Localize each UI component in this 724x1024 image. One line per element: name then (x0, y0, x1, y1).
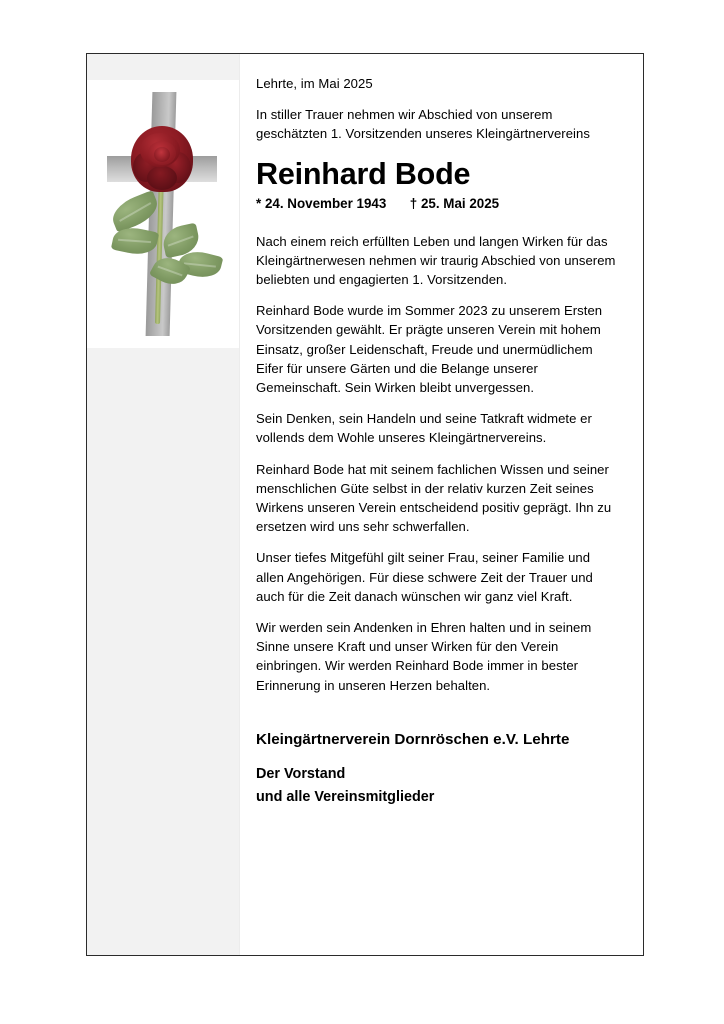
life-dates (256, 194, 621, 213)
spacer (256, 397, 621, 409)
club-name: Kleingärtnerverein Dornröschen e.V. Lehrte (256, 730, 570, 748)
intro-line-2: geschätzten 1. Vorsitzenden unseres Kleingärtnervereins (256, 126, 590, 142)
birth-date: 24. November 1943 (264, 195, 387, 211)
members-label: und alle Vereinsmitglieder (256, 788, 435, 805)
birth-symbol: * (256, 195, 262, 211)
illustration-column (87, 54, 240, 955)
deceased-name: Reinhard Bode (256, 156, 471, 191)
spacer (256, 448, 621, 460)
notice-paragraph: Nach einem reich erfüllten Leben und langen Wirken für das Kleingärtnerwesen nehmen wir traurig Abschied von unserem beliebten und engagierten 1. Vorsitzenden. (256, 233, 616, 288)
rose-petal (147, 166, 177, 190)
notice-paragraph: Sein Denken, sein Handeln und seine Tatkraft widmete er vollends dem Wohle unseres Kleingärtnervereins. (256, 411, 592, 446)
spacer (256, 606, 621, 618)
notice-paragraph: Wir werden sein Andenken in Ehren halten und in seinem Sinne unsere Kraft und unser Wirken für den Verein einbringen. Wir werden Reinhard Bode immer in bester Erinnerung in unseren Herzen behalten. (256, 620, 592, 693)
spacer (256, 213, 621, 232)
spacer (256, 695, 621, 729)
intro-line-1: In stiller Trauer nehmen wir Abschied von unserem (256, 107, 553, 123)
notice-text-column (240, 54, 643, 955)
spacer (256, 536, 621, 548)
notice-paragraph: Reinhard Bode wurde im Sommer 2023 zu unserem Ersten Vorsitzenden gewählt. Er prägte unseren Verein mit hohem Einsatz, großer Leidenschaft, Freude und unermüdlichem Eifer für unsere Gärten und die Belange unserer Gemeinschaft. Sein Wirken bleibt unvergessen. (256, 303, 603, 396)
spacer (256, 289, 621, 301)
rose-petal-center (154, 147, 170, 162)
rose-blossom-icon (131, 126, 193, 192)
notice-paragraph: Unser tiefes Mitgefühl gilt seiner Frau, seiner Familie und allen Angehörigen. Für diese schwere Zeit der Trauer und auch für die Zeit danach wünschen wir ganz viel Kraft. (256, 550, 593, 604)
cross-rose-illustration (87, 80, 239, 348)
death-symbol: † (409, 195, 418, 211)
spacer (256, 751, 621, 763)
spacer (256, 93, 621, 105)
place-and-date: Lehrte, im Mai 2025 (256, 76, 373, 91)
death-date: 25. Mai 2025 (420, 195, 500, 211)
notice-paragraph: Reinhard Bode hat mit seinem fachlichen Wissen und seiner menschlichen Güte selbst in der relativ kurzen Zeit seines Wirkens unseren Verein entscheidend positiv geprägt. Ihn zu ersetzen wird uns sehr schwerfallen. (256, 461, 612, 535)
cross-rose-image (87, 80, 239, 348)
obituary-page (86, 53, 644, 956)
board-label: Der Vorstand (256, 765, 346, 782)
